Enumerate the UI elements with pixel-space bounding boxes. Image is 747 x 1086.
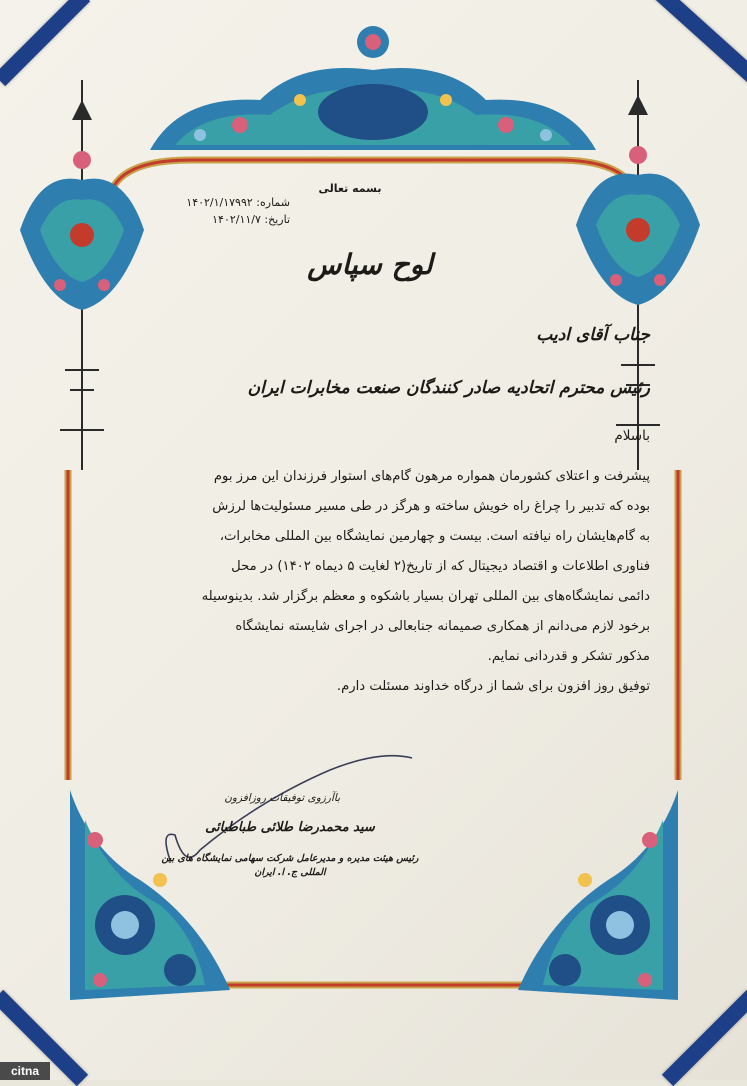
- letter-date: [140, 212, 290, 228]
- body-line: پیشرفت و اعتلای کشورمان همواره مرهون گام‌های استوار فرزندان این مرز بوم: [213, 469, 650, 484]
- greeting: باسلام: [614, 428, 650, 444]
- bottom-right-floral: [518, 790, 678, 1000]
- body-line: مذکور تشکر و قدردانی نمایم.: [487, 649, 650, 664]
- letter-date-label: تاریخ:: [264, 213, 290, 226]
- body-line: به گام‌هایشان راه نیافته است. بیست و چهارمین نمایشگاه بین المللی مخابرات،: [219, 529, 650, 544]
- right-column: [576, 80, 700, 470]
- top-crest: [150, 26, 596, 150]
- letter-number: [140, 195, 290, 211]
- signatory-title: رئیس هیئت مدیره و مدیرعامل شرکت سهامی نمایشگاه های بین المللی ج. ا. ایران: [161, 853, 419, 878]
- basmala: بسمه تعالی: [318, 182, 382, 195]
- signature-scribble: [166, 756, 412, 860]
- body-text: [90, 462, 650, 702]
- letter-number-value: ۱۴۰۲/۱/۱۷۹۹۲: [186, 196, 253, 209]
- body-line: برخود لازم می‌دانم از همکاری صمیمانه جنابعالی در اجرای شایسته نمایشگاه: [235, 619, 650, 634]
- recipient-position: رئیس محترم اتحادیه صادر کنندگان صنعت مخابرات ایران: [247, 378, 650, 398]
- body-line: توفیق روز افزون برای شما از درگاه خداوند مسئلت دارم.: [336, 679, 650, 694]
- left-column: [20, 80, 144, 470]
- certificate-title: لوح سپاس: [307, 248, 433, 281]
- signatory-name: سید محمدرضا طلائی طباطبائی: [205, 820, 375, 835]
- letter-date-value: ۱۴۰۲/۱۱/۷: [212, 213, 261, 226]
- body-line: دائمی نمایشگاه‌های بین المللی تهران بسیار باشکوه و معظم برگزار شد. بدینوسیله: [201, 589, 650, 604]
- letter-number-label: شماره:: [256, 196, 290, 209]
- citna-logo: citna: [0, 1062, 50, 1080]
- body-line: بوده که تدبیر را چراغ راه خویش ساخته و هرگز در طی مسیر مسئولیت‌ها لرزش: [212, 499, 650, 514]
- recipient-name: جناب آقای ادیب: [536, 325, 650, 345]
- body-line: فناوری اطلاعات و اقتصاد دیجیتال که از تاریخ(۲ لغایت ۵ دیماه ۱۴۰۲) در محل: [231, 559, 650, 574]
- signature-wish: باآرزوی توفیقات روزافزون: [224, 792, 340, 804]
